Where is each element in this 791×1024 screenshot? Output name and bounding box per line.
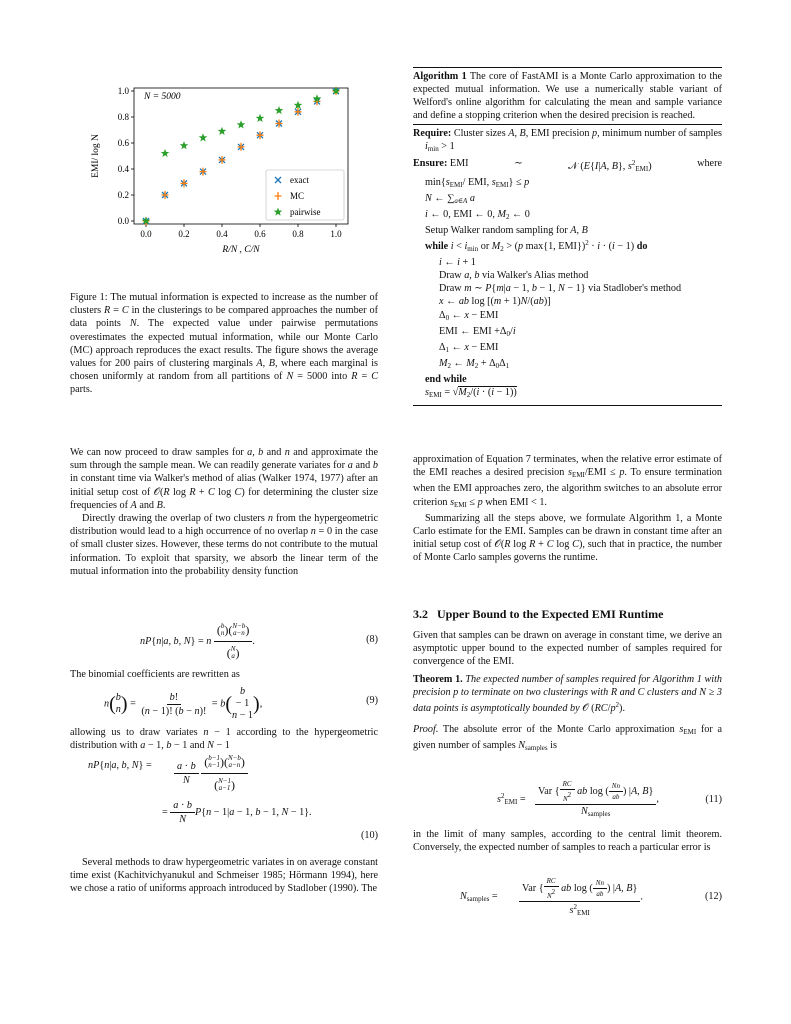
right-column-text-2 [413,629,722,756]
y-tick-label: 1.0 [117,86,129,96]
paragraph: Given that samples can be drawn on average in constant time, we derive an asymptotic upper bound to the expected number of samples required for convergence of the EMI. [413,630,722,668]
figure-caption: Figure 1: The mutual information is expected to increase as the number of clusters R = C in the clusterings to be compared approaches the number of data points N. The expected value under pairwise permutations overestimates the expected mutual information, while our Monte Carlo (MC) approach reproduces the exact results. The figure shows the average values for 200 pairs of clustering marginals A, B, where each marginal is chosen uniformly at random from all partitions of N = 5000 into R = C parts. [70,292,379,396]
x-tick-label: 1.0 [330,229,342,239]
point-pairwise [218,127,227,135]
legend-label-pairwise: pairwise [290,207,321,217]
equation-9: n ( b n ) = $\frac{b!}{(n - 1)! (b - n)!}$ = b ( b − 1 n − 1 ) , (9) [104,686,378,721]
y-tick-label: 0.8 [117,112,129,122]
figure-1-scatter-plot [84,78,364,270]
paragraph: The binomial coefficients are rewritten as [70,669,240,680]
y-axis-label: EMI/ log N [91,134,101,178]
paragraph: Summarizing all the steps above, we formulate Algorithm 1, a Monte Carlo estimate for the EMI. Samples can be drawn in constant time after an initial setup cost of 𝒪(R log R + C log C), such that in practice, the number of Monte Carlo samples governs the runtime. [413,512,722,564]
y-tick-label: 0.2 [117,190,129,200]
x-tick-label: 0.2 [178,229,190,239]
equation-10: nP{n|a, b, N} = $\frac{a \cdot b}{N}$ ( b−1 n−1 ) ( N−b a−n ) ( N−1 a−1 ) = $\frac{a \cdot b}{N}$ P{n − 1|a − 1, b − 1, N − 1}. (10) [88,754,378,841]
point-pairwise [180,141,189,149]
plot-annotation: N = 5000 [144,92,181,102]
equation-8: nP{n|a, b, N} = n ( b n ) ( N−b a−n ) ( N a ) . (8) [140,622,378,660]
point-pairwise [294,101,303,109]
algorithm-1: Algorithm 1 The core of FastAMI is a Monte Carlo approximation to the expected mutual information. We use a numerically stable variant of Welford's online algorithm for calculating the mean and sample variance and define a stopping criterion when the desired precision is reached. Require: Cluster sizes A, B, EMI precision p, minimum number of samples $i_{min} > 1$ Ensure: EMI ∼ 𝒩 (E{I|A, B}, $s^2_{EMI}$) where $\min\{s_{EMI}/$ EMI, $s_{EMI}\} \le p$ N ← $\sum_{a\in A}$ a i ← 0, EMI ← 0, $M_2$ ← 0 Setup Walker random sampling for A, B while $i < i_{min}$ or $M_2 > (p$ max{1, EMI})$^2$ · i · (i − 1) do i ← i + 1 Draw a, b via Walker's Alias method Draw m ∼ P{m|a − 1, b − 1, N − 1} via Stadlober's method x ← ab log [(m + 1)N/(ab)] $\Delta_0$ ← x − EMI EMI ← EMI $+\Delta_0/i$ $\Delta_1$ ← x − EMI $M_2$ ← $M_2 + \Delta_0\Delta_1$ end while $s_{EMI} = √M_2/(i \cdot (i - 1))$ [413,67,722,408]
point-pairwise [199,133,208,141]
y-tick-label: 0.0 [117,216,129,226]
legend-label-MC: MC [290,191,305,201]
point-pairwise [256,114,265,122]
x-tick-label: 0.0 [140,229,152,239]
point-pairwise [161,149,170,157]
proof: Proof. The absolute error of the Monte Carlo approximation $s_{EMI}$ for a given number of samples $N_{samples}$ is [413,724,722,753]
x-axis-label: R/N , C/N [222,245,260,255]
point-pairwise [237,120,246,128]
y-tick-label: 0.6 [117,138,129,148]
paragraph: in the limit of many samples, according to the central limit theorem. Conversely, the expected number of samples to reach a particular error is [413,829,722,854]
paragraph: Directly drawing the overlap of two clusters n from the hypergeometric distribution would lead to a high occurrence of no overlap n = 0 in the case of small cluster sizes. However, these terms do not contribute to the mutual information. To exploit that sparsity, we absorb the linear term of the mutual information into the probability density function [70,513,379,577]
x-tick-label: 0.4 [216,229,228,239]
point-pairwise [275,106,284,114]
right-column-text [413,453,722,565]
x-tick-label: 0.6 [254,229,266,239]
theorem-1: Theorem 1. The expected number of samples required for Algorithm 1 with precision p to terminate on two clusterings with R and C clusters and N ≥ 3 data points is asymptotically bounded by 𝒪 $(RC/p^2)$. [413,673,723,715]
paragraph: approximation of Equation 7 terminates, when the relative error estimate of the EMI reaches a desired precision $s_{EMI}$/EMI ≤ p. To ensure termination when the EMI approaches zero, the algorithm switches to an absolute error criterion $s_{EMI} \le p$ when EMI < 1. [413,454,722,509]
paragraph: allowing us to draw variates n − 1 according to the hypergeometric distribution with a − 1, b − 1 and N − 1 [70,727,378,752]
paragraph: We can now proceed to draw samples for a, b and n and approximate the sum through the sample mean. We can readily generate variates for a and b in constant time via Walker's method of alias (Walker 1974, 1977) after an initial setup cost of 𝒪(R log R + C log C) for determining the cluster size frequencies of A and B. [70,447,379,511]
section-heading: 3.2 Upper Bound to the Expected EMI Runtime [413,607,664,621]
legend-label-exact: exact [290,175,309,185]
x-tick-label: 0.8 [292,229,304,239]
y-tick-label: 0.4 [117,164,129,174]
left-column-text [70,446,378,578]
paragraph: Several methods to draw hypergeometric variates in on average constant time exist (Kachitvichyanukul and Schmeiser 1985; Hörmann 1994), here we chose a ratio of uniforms approach introduced by Stadlober (1990). The [70,857,378,895]
